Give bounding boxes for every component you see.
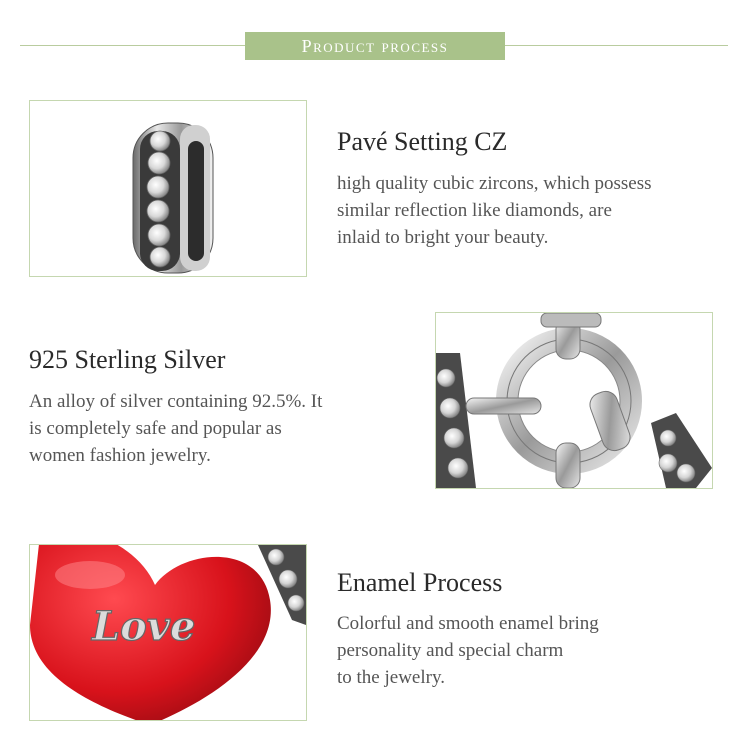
desc-line: personality and special charm [337, 640, 564, 661]
section-title-silver: 925 Sterling Silver [29, 345, 226, 374]
desc-line: inlaid to bright your beauty. [337, 227, 549, 248]
section-title-enamel: Enamel Process [337, 568, 503, 597]
section-desc-enamel [337, 610, 599, 691]
desc-line: Colorful and smooth enamel bring [337, 613, 599, 634]
section-desc-pave [337, 170, 652, 251]
desc-line: An alloy of silver containing 92.5%. It [29, 391, 323, 412]
section-title-pave: Pavé Setting CZ [337, 127, 508, 156]
silver-clasp-image [435, 312, 713, 489]
charm-engraving: Love [92, 603, 196, 650]
section-desc-silver [29, 388, 322, 469]
desc-line: similar reflection like diamonds, are [337, 200, 612, 221]
desc-line: women fashion jewelry. [29, 445, 211, 466]
desc-line: high quality cubic zircons, which possess [337, 173, 652, 194]
desc-line: is completely safe and popular as [29, 418, 282, 439]
red-heart-love-charm-image [29, 544, 307, 721]
section-banner: Product process [245, 32, 505, 60]
desc-line: to the jewelry. [337, 667, 445, 688]
cz-spacer-charm-image [29, 100, 307, 277]
